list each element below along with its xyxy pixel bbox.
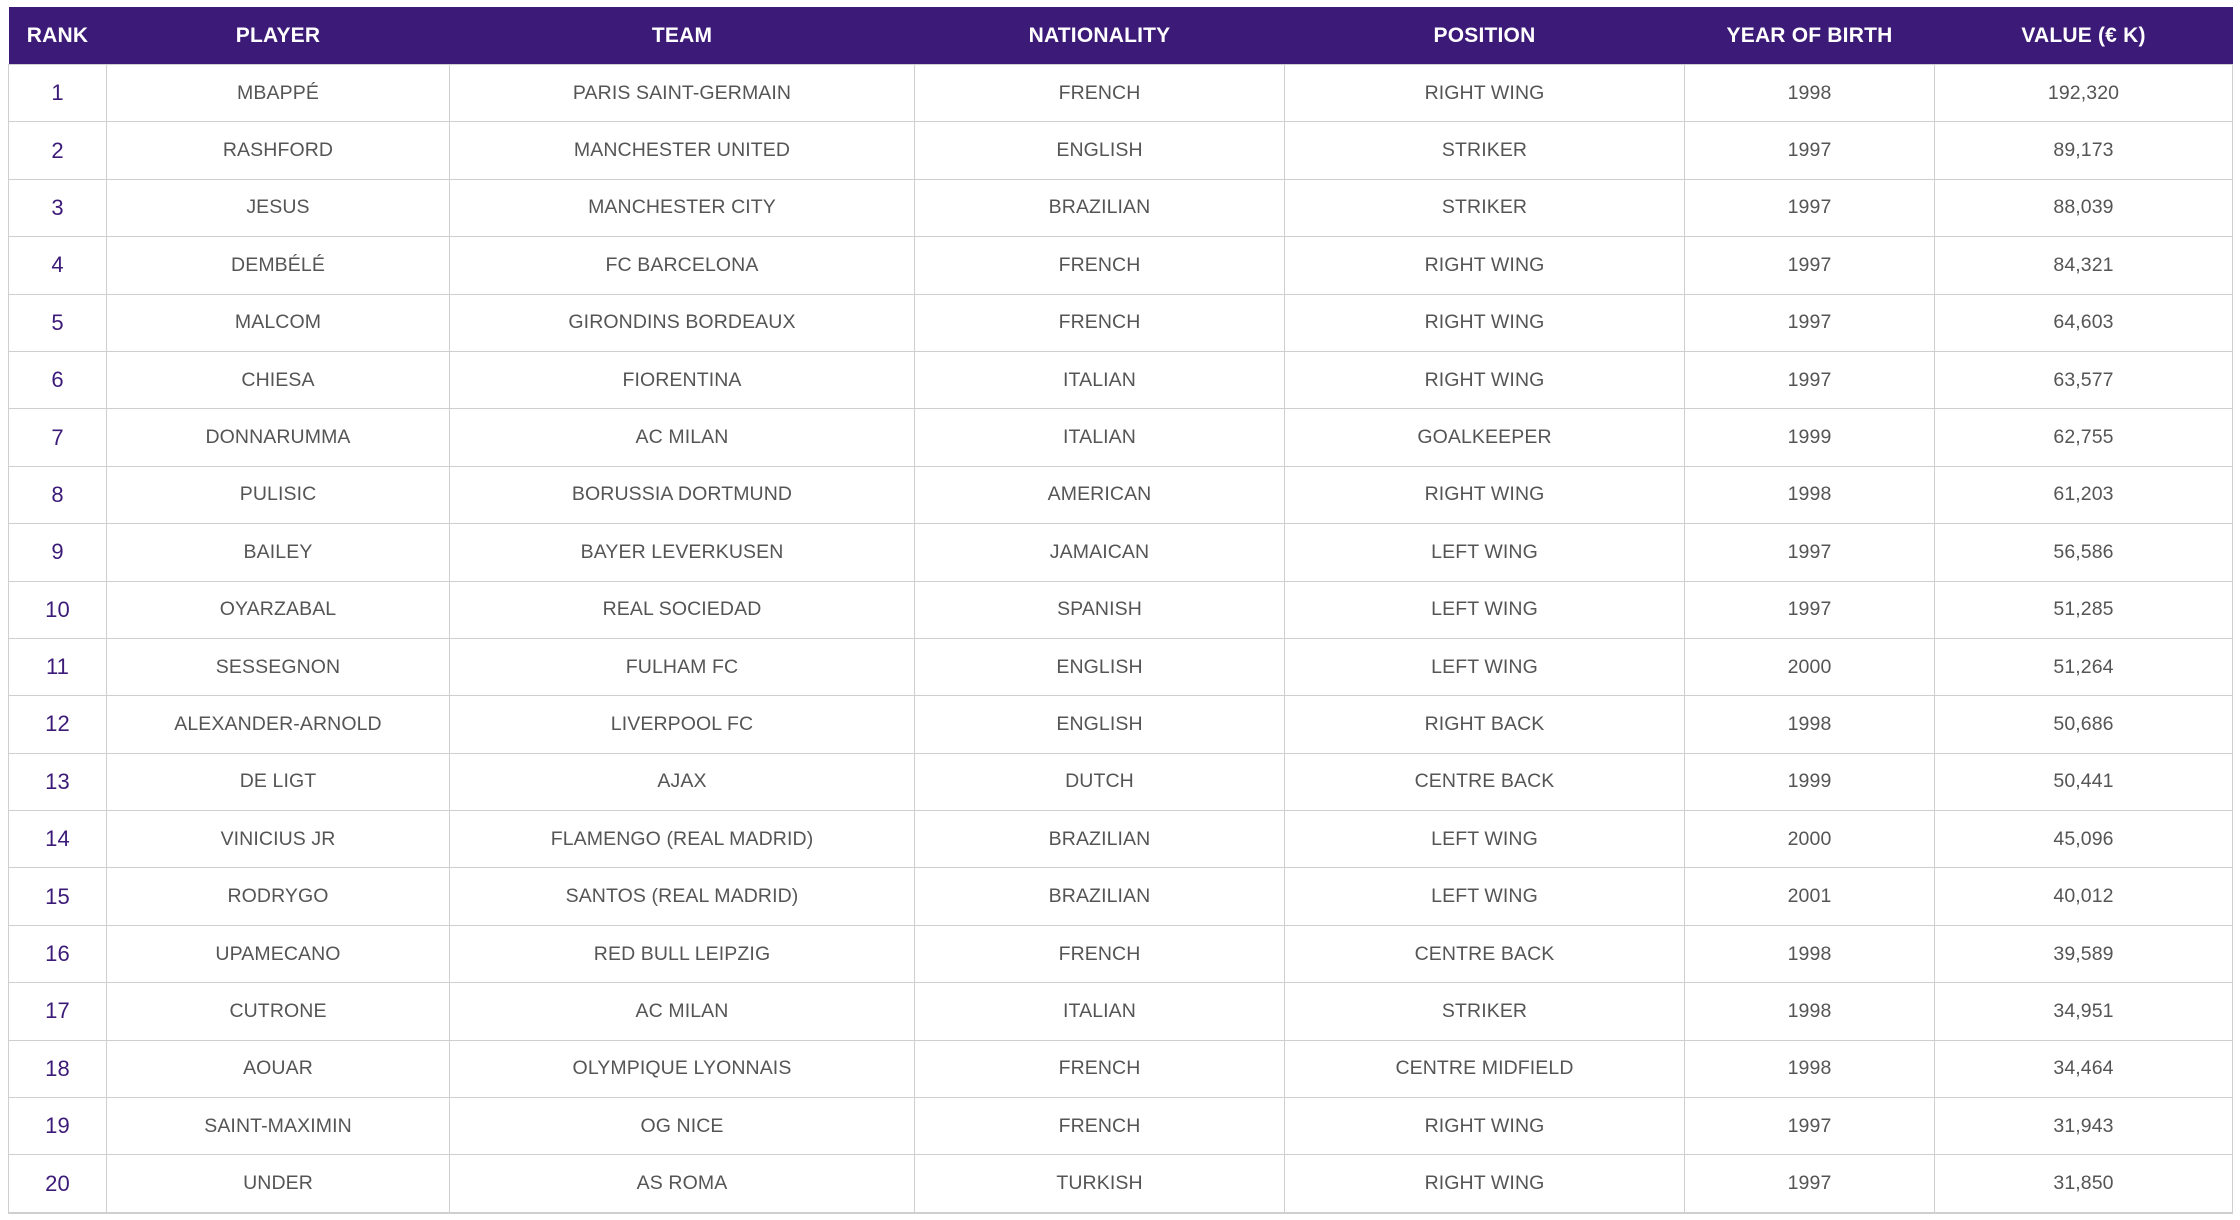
year-of-birth-cell: 1997 [1685,351,1935,408]
value-cell: 34,951 [1935,983,2233,1040]
team-cell: AC MILAN [450,409,915,466]
player-cell: MBAPPÉ [107,65,450,122]
nationality-cell: ENGLISH [915,696,1285,753]
value-cell: 39,589 [1935,925,2233,982]
table-row [9,1040,2233,1097]
position-cell: CENTRE MIDFIELD [1285,1040,1685,1097]
value-cell: 88,039 [1935,179,2233,236]
table-row [9,581,2233,638]
position-cell: RIGHT WING [1285,1155,1685,1213]
position-header: POSITION [1433,23,1536,47]
table-row [9,294,2233,351]
rank-cell: 17 [9,983,107,1040]
team-cell: AS ROMA [450,1155,915,1213]
player-cell: RASHFORD [107,122,450,179]
nationality-cell: ENGLISH [915,122,1285,179]
table-row [9,811,2233,868]
value-cell: 61,203 [1935,466,2233,523]
table-row [9,753,2233,810]
team-cell: OG NICE [450,1098,915,1155]
team-cell: PARIS SAINT-GERMAIN [450,65,915,122]
value-cell: 31,943 [1935,1098,2233,1155]
year-of-birth-cell: 1997 [1685,1098,1935,1155]
team-cell: RED BULL LEIPZIG [450,925,915,982]
rank-cell: 2 [9,122,107,179]
team-cell: OLYMPIQUE LYONNAIS [450,1040,915,1097]
table-row [9,179,2233,236]
nationality-cell: SPANISH [915,581,1285,638]
team-cell: GIRONDINS BORDEAUX [450,294,915,351]
player-cell: MALCOM [107,294,450,351]
year-of-birth-cell: 1997 [1685,294,1935,351]
nationality-cell: FRENCH [915,237,1285,294]
year-of-birth-cell: 1998 [1685,696,1935,753]
rank-cell: 5 [9,294,107,351]
table-row [9,1098,2233,1155]
team-cell: FC BARCELONA [450,237,915,294]
player-cell: JESUS [107,179,450,236]
year-of-birth-cell: 1997 [1685,237,1935,294]
year-of-birth-cell: 1999 [1685,409,1935,466]
position-cell: LEFT WING [1285,868,1685,925]
nationality-cell: FRENCH [915,65,1285,122]
nationality-cell: ITALIAN [915,409,1285,466]
position-cell: RIGHT WING [1285,65,1685,122]
year-of-birth-cell: 1999 [1685,753,1935,810]
player-cell: OYARZABAL [107,581,450,638]
rank-cell: 10 [9,581,107,638]
nationality-cell: FRENCH [915,1040,1285,1097]
position-cell: CENTRE BACK [1285,753,1685,810]
team-cell: MANCHESTER CITY [450,179,915,236]
year-of-birth-cell: 1997 [1685,524,1935,581]
rank-cell: 1 [9,65,107,122]
team-cell: BORUSSIA DORTMUND [450,466,915,523]
value-cell: 31,850 [1935,1155,2233,1213]
value-cell: 51,264 [1935,638,2233,695]
player-cell: SAINT-MAXIMIN [107,1098,450,1155]
value-cell: 64,603 [1935,294,2233,351]
position-cell: RIGHT WING [1285,294,1685,351]
team-cell: REAL SOCIEDAD [450,581,915,638]
team-cell: LIVERPOOL FC [450,696,915,753]
table-row [9,868,2233,925]
table-row [9,925,2233,982]
rank-cell: 18 [9,1040,107,1097]
value-cell: 51,285 [1935,581,2233,638]
value-cell: 56,586 [1935,524,2233,581]
year-of-birth-cell: 1997 [1685,122,1935,179]
team-cell: MANCHESTER UNITED [450,122,915,179]
player-cell: UNDER [107,1155,450,1213]
value-cell: 50,686 [1935,696,2233,753]
nationality-cell: DUTCH [915,753,1285,810]
player-cell: CHIESA [107,351,450,408]
table-row [9,1155,2233,1213]
value-header: VALUE (€ K) [2021,23,2146,47]
player-cell: ALEXANDER-ARNOLD [107,696,450,753]
value-cell: 34,464 [1935,1040,2233,1097]
nationality-cell: ITALIAN [915,351,1285,408]
player-value-table-container [8,7,2232,1214]
year-of-birth-cell: 1998 [1685,466,1935,523]
player-cell: DE LIGT [107,753,450,810]
table-row [9,524,2233,581]
value-cell: 40,012 [1935,868,2233,925]
year-of-birth-cell: 1997 [1685,581,1935,638]
position-cell: RIGHT WING [1285,466,1685,523]
nationality-cell: ITALIAN [915,983,1285,1040]
position-cell: RIGHT BACK [1285,696,1685,753]
value-cell: 45,096 [1935,811,2233,868]
team-cell: BAYER LEVERKUSEN [450,524,915,581]
team-cell: FULHAM FC [450,638,915,695]
rank-cell: 16 [9,925,107,982]
position-cell: GOALKEEPER [1285,409,1685,466]
rank-cell: 13 [9,753,107,810]
player-cell: AOUAR [107,1040,450,1097]
nationality-cell: ENGLISH [915,638,1285,695]
player-cell: RODRYGO [107,868,450,925]
rank-cell: 9 [9,524,107,581]
rank-cell: 7 [9,409,107,466]
table-row [9,237,2233,294]
value-cell: 63,577 [1935,351,2233,408]
year-of-birth-cell: 2000 [1685,638,1935,695]
position-cell: RIGHT WING [1285,351,1685,408]
player-header: PLAYER [235,23,321,47]
position-cell: LEFT WING [1285,638,1685,695]
header-row [9,7,2233,65]
table-row [9,983,2233,1040]
player-cell: PULISIC [107,466,450,523]
position-cell: RIGHT WING [1285,237,1685,294]
year-of-birth-cell: 2000 [1685,811,1935,868]
nationality-cell: FRENCH [915,294,1285,351]
year-of-birth-cell: 1998 [1685,1040,1935,1097]
rank-cell: 12 [9,696,107,753]
rank-cell: 14 [9,811,107,868]
table-row [9,696,2233,753]
table-row [9,409,2233,466]
position-cell: LEFT WING [1285,581,1685,638]
nationality-cell: FRENCH [915,925,1285,982]
team-cell: FIORENTINA [450,351,915,408]
table-header [9,7,2233,65]
player-cell: BAILEY [107,524,450,581]
nationality-cell: AMERICAN [915,466,1285,523]
rank-cell: 6 [9,351,107,408]
table-row [9,122,2233,179]
value-cell: 192,320 [1935,65,2233,122]
table-row [9,638,2233,695]
rank-cell: 11 [9,638,107,695]
table-body [9,65,2233,1213]
player-cell: VINICIUS JR [107,811,450,868]
year-of-birth-cell: 2001 [1685,868,1935,925]
rank-cell: 3 [9,179,107,236]
nationality-header: NATIONALITY [1028,23,1171,47]
year-of-birth-cell: 1998 [1685,983,1935,1040]
nationality-cell: BRAZILIAN [915,811,1285,868]
year-of-birth-cell: 1998 [1685,925,1935,982]
value-cell: 84,321 [1935,237,2233,294]
position-cell: STRIKER [1285,179,1685,236]
value-cell: 62,755 [1935,409,2233,466]
position-cell: LEFT WING [1285,811,1685,868]
value-cell: 89,173 [1935,122,2233,179]
player-cell: DONNARUMMA [107,409,450,466]
rank-header: RANK [26,23,89,47]
team-cell: AJAX [450,753,915,810]
player-value-table [8,7,2233,1214]
position-cell: CENTRE BACK [1285,925,1685,982]
year-of-birth-cell: 1997 [1685,179,1935,236]
rank-cell: 20 [9,1155,107,1213]
nationality-cell: BRAZILIAN [915,179,1285,236]
rank-cell: 8 [9,466,107,523]
position-cell: RIGHT WING [1285,1098,1685,1155]
position-cell: LEFT WING [1285,524,1685,581]
nationality-cell: TURKISH [915,1155,1285,1213]
nationality-cell: JAMAICAN [915,524,1285,581]
rank-cell: 4 [9,237,107,294]
year-of-birth-cell: 1997 [1685,1155,1935,1213]
rank-cell: 15 [9,868,107,925]
year-of-birth-cell: 1998 [1685,65,1935,122]
team-cell: SANTOS (REAL MADRID) [450,868,915,925]
value-cell: 50,441 [1935,753,2233,810]
position-cell: STRIKER [1285,983,1685,1040]
player-cell: SESSEGNON [107,638,450,695]
team-header: TEAM [651,23,713,47]
player-cell: DEMBÉLÉ [107,237,450,294]
table-row [9,65,2233,122]
player-cell: UPAMECANO [107,925,450,982]
year-of-birth-header: YEAR OF BIRTH [1726,23,1893,47]
table-row [9,466,2233,523]
table-row [9,351,2233,408]
nationality-cell: BRAZILIAN [915,868,1285,925]
team-cell: AC MILAN [450,983,915,1040]
nationality-cell: FRENCH [915,1098,1285,1155]
position-cell: STRIKER [1285,122,1685,179]
team-cell: FLAMENGO (REAL MADRID) [450,811,915,868]
rank-cell: 19 [9,1098,107,1155]
player-cell: CUTRONE [107,983,450,1040]
